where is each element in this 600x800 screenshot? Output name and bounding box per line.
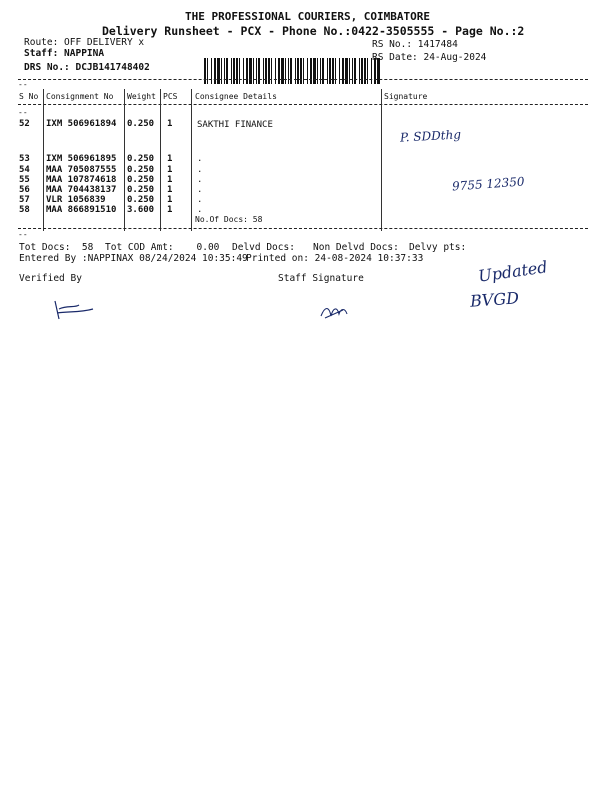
row-pcs: 1 xyxy=(167,205,173,215)
row-consignment: MAA 866891510 xyxy=(46,205,117,215)
handwritten-initials: BVGD xyxy=(469,288,520,311)
verified-signature-mark xyxy=(30,280,80,302)
printed-on: Printed on: 24-08-2024 10:37:33 xyxy=(246,253,424,264)
col-header-signature: Signature xyxy=(384,92,428,101)
entered-by: Entered By :NAPPINAX 08/24/2024 10:35:49 xyxy=(19,253,248,264)
row-consignee: . xyxy=(197,175,203,185)
divider xyxy=(18,228,588,229)
handwritten-phone: 9755 12350 xyxy=(451,174,525,194)
row-sno: 53 xyxy=(19,154,30,164)
handwritten-signature: P. SDDthg xyxy=(399,127,462,145)
row-consignee: . xyxy=(197,205,203,215)
row-weight: 0.250 xyxy=(127,119,155,129)
row-pcs: 1 xyxy=(167,154,173,164)
row-weight: 0.250 xyxy=(127,154,155,164)
row-consignment: MAA 705087555 xyxy=(46,165,117,175)
dash-marker: -- xyxy=(18,108,28,117)
total-cod-amount: Tot COD Amt: 0.00 xyxy=(105,242,220,253)
row-consignment: VLR 1056839 xyxy=(46,195,106,205)
total-docs: Tot Docs: 58 xyxy=(19,242,94,253)
dash-marker: -- xyxy=(18,80,28,89)
column-rule xyxy=(191,89,192,231)
col-header-consignment: Consignment No xyxy=(46,92,114,101)
row-sno: 56 xyxy=(19,185,30,195)
row-sno: 54 xyxy=(19,165,30,175)
delivery-points: Delvy pts: xyxy=(409,242,467,253)
handwritten-updated: Updated xyxy=(477,257,549,286)
column-rule xyxy=(43,89,44,231)
divider xyxy=(18,79,588,80)
non-delivered-docs: Non Delvd Docs: xyxy=(313,242,399,253)
row-weight: 0.250 xyxy=(127,165,155,175)
col-header-weight: Weight xyxy=(127,92,156,101)
row-pcs: 1 xyxy=(167,185,173,195)
staff-signature-label: Staff Signature xyxy=(278,273,364,284)
verified-by-label: Verified By xyxy=(19,273,82,284)
row-sno: 57 xyxy=(19,195,30,205)
row-pcs: 1 xyxy=(167,195,173,205)
col-header-pcs: PCS xyxy=(163,92,178,101)
row-sno: 52 xyxy=(19,119,30,129)
row-weight: 0.250 xyxy=(127,175,155,185)
staff-label: Staff: NAPPINA xyxy=(24,48,105,59)
col-header-sno: S No xyxy=(19,92,39,101)
divider xyxy=(18,104,588,105)
column-rule xyxy=(124,89,125,231)
row-consignee: SAKTHI FINANCE xyxy=(197,120,273,130)
route-label: Route: OFF DELIVERY x xyxy=(24,37,145,48)
row-pcs: 1 xyxy=(167,175,173,185)
row-sno: 58 xyxy=(19,205,30,215)
row-sno: 55 xyxy=(19,175,30,185)
row-consignment: IXM 506961894 xyxy=(46,119,117,129)
row-consignee: . xyxy=(197,165,203,175)
rs-date: RS Date: 24-Aug-2024 xyxy=(372,52,487,63)
row-consignee: . xyxy=(197,185,203,195)
document-title: Delivery Runsheet - PCX - Phone No.:0422-3505555 - Page No.:2 xyxy=(102,24,525,38)
col-header-consignee: Consignee Details xyxy=(195,92,277,101)
dash-marker: -- xyxy=(18,230,28,239)
rs-number: RS No.: 1417484 xyxy=(372,39,458,50)
row-pcs: 1 xyxy=(167,119,173,129)
no-of-docs: No.Of Docs: 58 xyxy=(195,215,263,224)
barcode xyxy=(185,39,363,65)
row-consignee: . xyxy=(197,195,203,205)
column-rule xyxy=(160,89,161,231)
row-weight: 0.250 xyxy=(127,195,155,205)
row-weight: 3.600 xyxy=(127,205,155,215)
row-consignment: IXM 506961895 xyxy=(46,154,117,164)
row-consignment: MAA 107874618 xyxy=(46,175,117,185)
drs-number: DRS No.: DCJB141748402 xyxy=(24,62,150,73)
delivered-docs: Delvd Docs: xyxy=(232,242,295,253)
row-consignee: . xyxy=(197,154,203,164)
row-consignment: MAA 704438137 xyxy=(46,185,117,195)
staff-signature-mark xyxy=(298,283,332,301)
column-rule xyxy=(381,89,382,231)
row-weight: 0.250 xyxy=(127,185,155,195)
row-pcs: 1 xyxy=(167,165,173,175)
company-name: THE PROFESSIONAL COURIERS, COIMBATORE xyxy=(185,10,431,23)
